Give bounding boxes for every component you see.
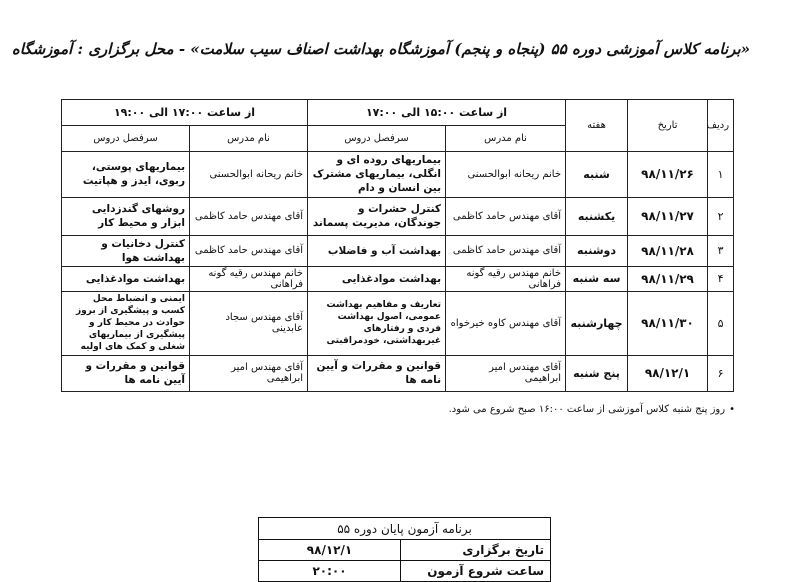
row-topic-1: بیماریهای روده ای و انگلی، بیماریهای مشترک بین انسان و دام: [308, 152, 446, 198]
row-teacher-1: آقای مهندس حامد کاظمی: [446, 235, 566, 266]
row-topic-2: بیماریهای پوستی، ربوی، ایدز و هپاتیت: [62, 152, 190, 198]
header-session1-time: از ساعت ۱۵:۰۰ الی ۱۷:۰۰: [308, 100, 566, 126]
row-date: ۹۸/۱۱/۳۰: [628, 291, 708, 355]
row-topic-2: ایمنی و انضباط محل کسب و پیشگیری از بروز حوادث در محیط کار و پیشگیری از بیماریهای شغلی و کمک های اولیه: [62, 291, 190, 355]
table-row: [62, 291, 734, 355]
table-row: [62, 197, 734, 235]
exam-start-label: ساعت شروع آزمون: [401, 561, 551, 582]
row-topic-1: بهداشت موادغذایی: [308, 266, 446, 291]
row-date: ۹۸/۱۱/۲۶: [628, 152, 708, 198]
row-teacher-2: آقای مهندس سجاد عابدینی: [190, 291, 308, 355]
header-topic-1: سرفصل دروس: [308, 126, 446, 152]
row-day: چهارشنبه: [566, 291, 628, 355]
row-topic-2: بهداشت موادغذایی: [62, 266, 190, 291]
row-date: ۹۸/۱۱/۲۹: [628, 266, 708, 291]
row-day: دوشنبه: [566, 235, 628, 266]
row-day: سه شنبه: [566, 266, 628, 291]
row-day: شنبه: [566, 152, 628, 198]
document-title: «برنامه کلاس آموزشی دوره ۵۵ (پنجاه و پنجم) آموزشگاه بهداشت اصناف سیب سلامت» - محل برگزاری : آموزشگاه: [11, 40, 750, 58]
bullet-icon: •: [729, 404, 735, 415]
row-date: ۹۸/۱۲/۱: [628, 355, 708, 391]
header-session2-time: از ساعت ۱۷:۰۰ الی ۱۹:۰۰: [62, 100, 308, 126]
row-index: ۴: [708, 266, 734, 291]
row-index: ۵: [708, 291, 734, 355]
row-teacher-2: خانم ریحانه ابوالحسنی: [190, 152, 308, 198]
row-date: ۹۸/۱۱/۲۷: [628, 197, 708, 235]
row-topic-1: بهداشت آب و فاضلاب: [308, 235, 446, 266]
header-teacher-1: نام مدرس: [446, 126, 566, 152]
row-teacher-2: خانم مهندس رقیه گونه فراهانی: [190, 266, 308, 291]
exam-date-value: ۹۸/۱۲/۱: [259, 540, 401, 561]
header-radif: ردیف: [708, 100, 734, 152]
row-day: پنج شنبه: [566, 355, 628, 391]
row-teacher-2: آقای مهندس حامد کاظمی: [190, 197, 308, 235]
row-teacher-1: خانم ریحانه ابوالحسنی: [446, 152, 566, 198]
table-row: [62, 152, 734, 198]
row-teacher-1: خانم مهندس رقیه گونه فراهانی: [446, 266, 566, 291]
exam-title: برنامه آزمون پایان دوره ۵۵: [259, 518, 551, 540]
note-text: روز پنج شنبه کلاس آموزشی از ساعت ۱۶:۰۰ صبح شروع می شود.: [448, 404, 726, 415]
row-index: ۲: [708, 197, 734, 235]
exam-table: [258, 517, 551, 582]
row-teacher-1: آقای مهندس حامد کاظمی: [446, 197, 566, 235]
row-topic-1: کنترل حشرات و جوندگان، مدیریت پسماند: [308, 197, 446, 235]
row-index: ۶: [708, 355, 734, 391]
row-topic-2: روشهای گندزدایی ابزار و محیط کار: [62, 197, 190, 235]
row-teacher-2: آقای مهندس امیر ابراهیمی: [190, 355, 308, 391]
table-row: [62, 355, 734, 391]
row-teacher-2: آقای مهندس حامد کاظمی: [190, 235, 308, 266]
schedule-note: [150, 404, 735, 415]
row-topic-2: کنترل دخانیات و بهداشت هوا: [62, 235, 190, 266]
header-teacher-2: نام مدرس: [190, 126, 308, 152]
row-index: ۱: [708, 152, 734, 198]
schedule-table: [61, 99, 734, 392]
header-topic-2: سرفصل دروس: [62, 126, 190, 152]
row-topic-2: قوانین و مقررات و آیین نامه ها: [62, 355, 190, 391]
header-week: هفته: [566, 100, 628, 152]
row-date: ۹۸/۱۱/۲۸: [628, 235, 708, 266]
table-row: [62, 266, 734, 291]
table-row: [62, 235, 734, 266]
header-date: تاریخ: [628, 100, 708, 152]
row-teacher-1: آقای مهندس کاوه خیرخواه: [446, 291, 566, 355]
row-topic-1: قوانین و مقررات و آیین نامه ها: [308, 355, 446, 391]
row-teacher-1: آقای مهندس امیر ابراهیمی: [446, 355, 566, 391]
exam-start-value: ۲۰:۰۰: [259, 561, 401, 582]
row-topic-1: تعاریف و مفاهیم بهداشت عمومی، اصول بهداشت فردی و رفتارهای غیربهداشتی، خودمراقبتی: [308, 291, 446, 355]
exam-date-label: تاریخ برگزاری: [401, 540, 551, 561]
row-day: یکشنبه: [566, 197, 628, 235]
row-index: ۳: [708, 235, 734, 266]
